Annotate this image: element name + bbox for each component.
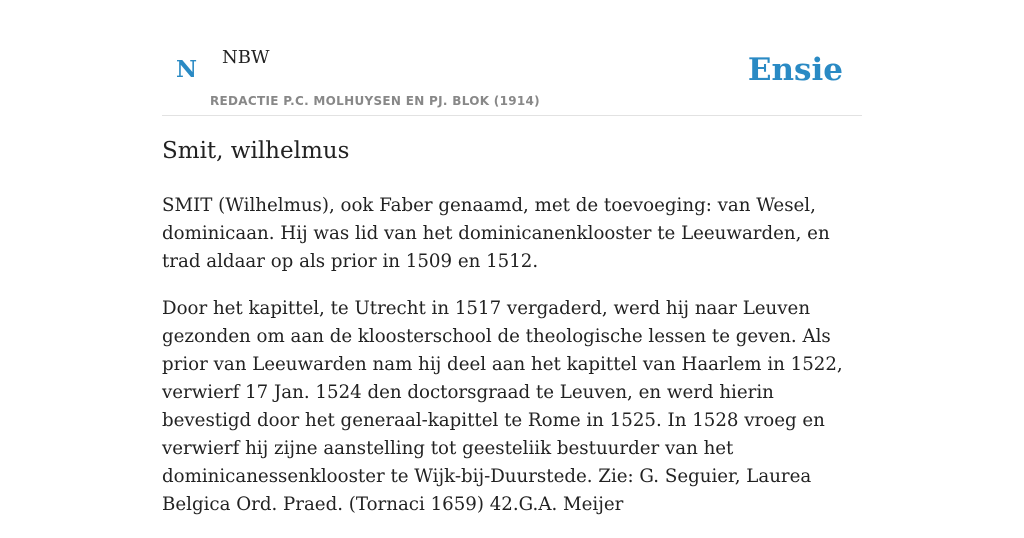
article-paragraph: SMIT (Wilhelmus), ook Faber genaamd, met de toevoeging: van Wesel, dominicaan. Hij was lid van het dominicanenklooster te Leeuwarden, en trad aldaar op als prior in 1509 en 1512. [162,195,830,272]
article-paragraph: Door het kapittel, te Utrecht in 1517 vergaderd, werd hij naar Leuven gezonden om aan de kloosterschool de theologische lessen te geven. Als prior van Leeuwarden nam hij deel aan het kapittel van Haarlem in 1522, verwierf 17 Jan. 1524 den doctorsgraad te Leuven, en werd hierin bevestigd door het generaal-kapittel te Rome in 1525. In 1528 vroeg en verwierf hij zijne aanstelling tot geesteliik bestuurder van het dominicanessenklooster te Wijk-bij-Duurstede. Zie: G. Seguier, Laurea Belgica Ord. Praed. (Tornaci 1659) 42.G.A. Meijer [162,298,843,515]
page-header [162,40,862,116]
source-subtitle: REDACTIE P.C. MOLHUYSEN EN PJ. BLOK (1914) [210,94,540,108]
ensie-logo[interactable]: Ensie [747,52,843,88]
article-body [162,192,864,538]
article-title: Smit, wilhelmus [162,138,350,164]
source-logo-icon[interactable]: N [176,56,198,83]
source-name-link[interactable]: NBW [222,47,270,68]
